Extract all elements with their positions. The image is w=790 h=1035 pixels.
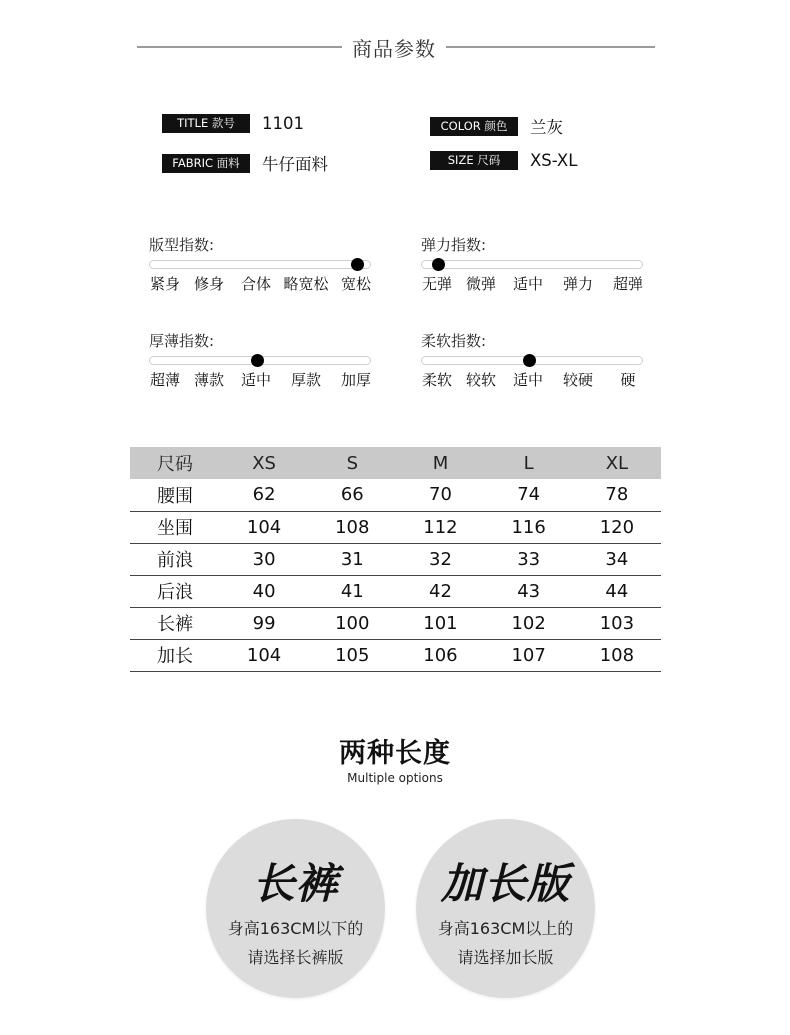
table-cell: 40 [220, 575, 308, 607]
index-knob [351, 258, 364, 271]
table-cell: 66 [308, 479, 396, 511]
index-stretch [421, 234, 647, 295]
index-ticks [421, 273, 647, 295]
index-ticks [149, 369, 375, 391]
length-option-name: 长裤 [252, 859, 339, 908]
table-cell: 30 [220, 543, 308, 575]
table-cell: 99 [220, 607, 308, 639]
table-cell: 78 [573, 479, 661, 511]
table-cell: 坐围 [130, 511, 220, 543]
index-option: 超弹 [612, 275, 644, 293]
table-cell: 长裤 [130, 607, 220, 639]
index-option: 较硬 [562, 371, 594, 389]
length-option-line1: 身高163CM以上的 [437, 919, 574, 938]
index-track [149, 356, 371, 365]
index-option: 微弹 [465, 275, 497, 293]
index-option: 略宽松 [283, 275, 329, 293]
lengths-subtitle: Multiple options [347, 771, 443, 785]
table-cell: 腰围 [130, 479, 220, 511]
table-header: M [396, 447, 484, 479]
index-title: 厚薄指数: [149, 332, 215, 350]
table-cell: 104 [220, 639, 308, 671]
table-row [130, 607, 661, 639]
index-option: 适中 [240, 371, 272, 389]
table-cell: 120 [573, 511, 661, 543]
index-option: 厚款 [290, 371, 322, 389]
table-cell: 后浪 [130, 575, 220, 607]
param-label: SIZE 尺码 [430, 151, 518, 170]
index-option: 硬 [620, 371, 636, 389]
table-cell: 116 [485, 511, 573, 543]
table-header: L [485, 447, 573, 479]
param-label: TITLE 款号 [162, 114, 250, 133]
index-title: 柔软指数: [421, 332, 487, 350]
index-option: 超薄 [149, 371, 181, 389]
length-option-long [416, 819, 595, 998]
table-cell: 41 [308, 575, 396, 607]
table-cell: 101 [396, 607, 484, 639]
table-cell: 112 [396, 511, 484, 543]
param-value: 1101 [262, 114, 304, 133]
index-track [421, 260, 643, 269]
size-table [130, 447, 661, 672]
index-ticks [149, 273, 375, 295]
param-fabric [162, 151, 328, 175]
table-cell: 100 [308, 607, 396, 639]
index-knob [523, 354, 536, 367]
index-option: 合体 [240, 275, 272, 293]
section-title: 商品参数 [352, 37, 436, 61]
index-option: 较软 [465, 371, 497, 389]
length-option-line2: 请选择加长版 [457, 948, 554, 967]
table-cell: 62 [220, 479, 308, 511]
index-knob [432, 258, 445, 271]
table-header: XL [573, 447, 661, 479]
table-cell: 107 [485, 639, 573, 671]
length-option-name: 加长版 [440, 859, 570, 908]
lengths-title: 两种长度 [339, 738, 451, 769]
index-option: 无弹 [421, 275, 453, 293]
table-cell: 44 [573, 575, 661, 607]
param-color [430, 114, 563, 138]
table-cell: 加长 [130, 639, 220, 671]
table-cell: 105 [308, 639, 396, 671]
table-row [130, 511, 661, 543]
index-option: 加厚 [340, 371, 372, 389]
table-cell: 103 [573, 607, 661, 639]
table-row [130, 543, 661, 575]
index-title: 版型指数: [149, 236, 215, 254]
param-value: 牛仔面料 [262, 155, 328, 174]
param-title [162, 114, 304, 133]
index-option: 修身 [193, 275, 225, 293]
index-option: 适中 [512, 275, 544, 293]
length-option-regular [206, 819, 385, 998]
index-option: 柔软 [421, 371, 453, 389]
table-cell: 43 [485, 575, 573, 607]
header-rule-left [137, 46, 342, 48]
table-cell: 34 [573, 543, 661, 575]
index-option: 宽松 [340, 275, 372, 293]
index-fit [149, 234, 375, 295]
index-option: 弹力 [562, 275, 594, 293]
length-option-line2: 请选择长裤版 [247, 948, 344, 967]
header-rule-right [446, 46, 655, 48]
table-cell: 104 [220, 511, 308, 543]
table-cell: 前浪 [130, 543, 220, 575]
index-track [421, 356, 643, 365]
index-knob [251, 354, 264, 367]
table-cell: 106 [396, 639, 484, 671]
index-thickness [149, 330, 375, 391]
table-header: S [308, 447, 396, 479]
table-cell: 70 [396, 479, 484, 511]
index-ticks [421, 369, 647, 391]
table-header: 尺码 [130, 447, 220, 479]
param-label: FABRIC 面料 [162, 154, 250, 173]
index-title: 弹力指数: [421, 236, 487, 254]
table-cell: 42 [396, 575, 484, 607]
index-option: 薄款 [193, 371, 225, 389]
index-softness [421, 330, 647, 391]
table-header-row [130, 447, 661, 479]
index-option: 适中 [512, 371, 544, 389]
index-track [149, 260, 371, 269]
index-option: 紧身 [149, 275, 181, 293]
table-cell: 74 [485, 479, 573, 511]
length-option-line1: 身高163CM以下的 [227, 919, 364, 938]
table-row [130, 639, 661, 671]
table-row [130, 479, 661, 511]
param-value: XS-XL [530, 151, 578, 170]
param-value: 兰灰 [530, 118, 563, 137]
table-row [130, 575, 661, 607]
table-cell: 33 [485, 543, 573, 575]
table-cell: 31 [308, 543, 396, 575]
table-cell: 108 [308, 511, 396, 543]
table-cell: 32 [396, 543, 484, 575]
table-cell: 102 [485, 607, 573, 639]
param-label: COLOR 颜色 [430, 117, 518, 136]
table-header: XS [220, 447, 308, 479]
table-cell: 108 [573, 639, 661, 671]
param-size [430, 151, 577, 170]
